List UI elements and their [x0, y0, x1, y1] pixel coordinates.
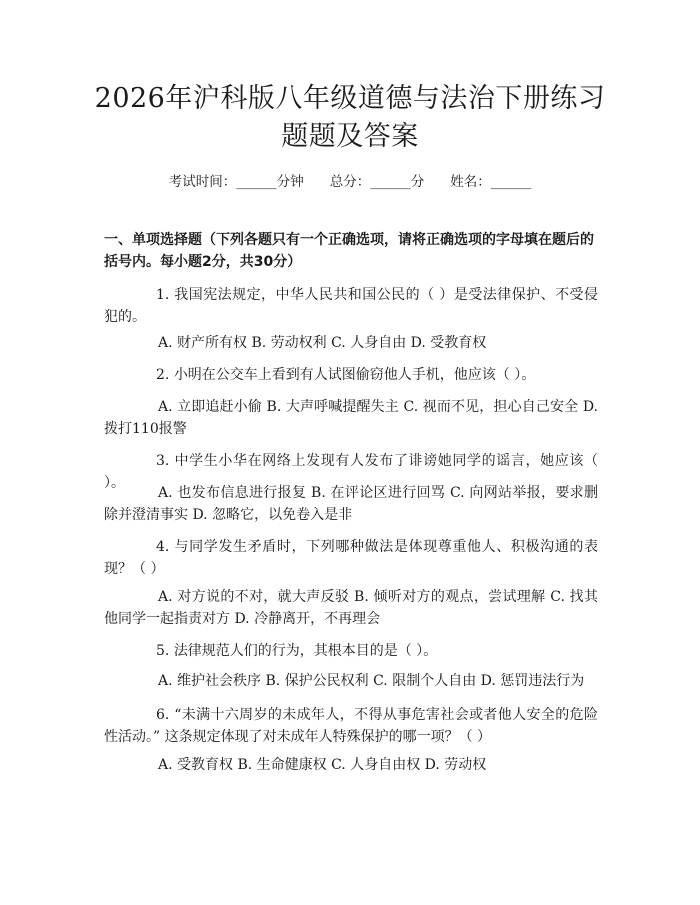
- question-2-options: A. 立即追赶小偷 B. 大声呼喊提醒失主 C. 视而不见，担心自己安全 D. 拨打110报警: [104, 399, 598, 437]
- question-stem: 法律规范人们的行为，其根本目的是（ ）。: [173, 643, 438, 659]
- question-stem: 中学生小华在网络上发现有人发布了诽谤她同学的谣言，她应该（ ）。: [104, 453, 598, 491]
- question-6-options: A. 受教育权 B. 生命健康权 C. 人身自由权 D. 劳动权: [158, 757, 487, 773]
- question-number: 5.: [156, 643, 170, 659]
- question-stem: “未满十六周岁的未成年人，不得从事危害社会或者他人安全的危险性活动。” 这条规定体现了对未成年人特殊保护的哪一项？（ ）: [104, 707, 599, 745]
- question-number: 3.: [156, 453, 170, 469]
- question-6: [104, 704, 598, 748]
- question-1: [104, 284, 598, 328]
- question-4-options: A. 对方说的不对，就大声反驳 B. 倾听对方的观点，尝试理解 C. 找其他同学一起指责对方 D. 冷静离开，不再理会: [104, 589, 598, 627]
- question-5-options: A. 维护社会秩序 B. 保护公民权利 C. 限制个人自由 D. 惩罚违法行为: [158, 673, 585, 689]
- student-name-field: 姓名：______: [450, 174, 532, 190]
- question-number: 4.: [156, 539, 170, 555]
- question-number: 2.: [156, 367, 170, 383]
- document-title: 2026年沪科版八年级道德与法治下册练习题题及答案: [94, 83, 606, 152]
- total-score-field: 总分：______分: [329, 174, 425, 190]
- question-3-options: A. 也发布信息进行报复 B. 在评论区进行回骂 C. 向网站举报，要求删除并澄清事实 D. 忽略它，以免卷入是非: [104, 485, 598, 523]
- question-5: [104, 640, 598, 662]
- question-number: 1.: [156, 287, 170, 303]
- exam-time-field: 考试时间：______分钟: [168, 174, 304, 190]
- question-stem: 与同学发生矛盾时，下列哪种做法是体现尊重他人、积极沟通的表现？（ ）: [104, 539, 598, 577]
- question-stem: 我国宪法规定，中华人民共和国公民的（ ）是受法律保护、不受侵犯的。: [104, 287, 599, 325]
- question-stem: 小明在公交车上看到有人试图偷窃他人手机，他应该（ ）。: [173, 367, 536, 383]
- question-2: [104, 364, 598, 386]
- exam-meta-line: [0, 170, 700, 190]
- question-number: 6.: [156, 707, 170, 723]
- question-4: [104, 536, 598, 580]
- question-1-options: A. 财产所有权 B. 劳动权利 C. 人身自由 D. 受教育权: [158, 335, 487, 351]
- section-heading: 一、单项选择题（下列各题只有一个正确选项，请将正确选项的字母填在题后的括号内。每小题2分，共30分）: [104, 232, 594, 270]
